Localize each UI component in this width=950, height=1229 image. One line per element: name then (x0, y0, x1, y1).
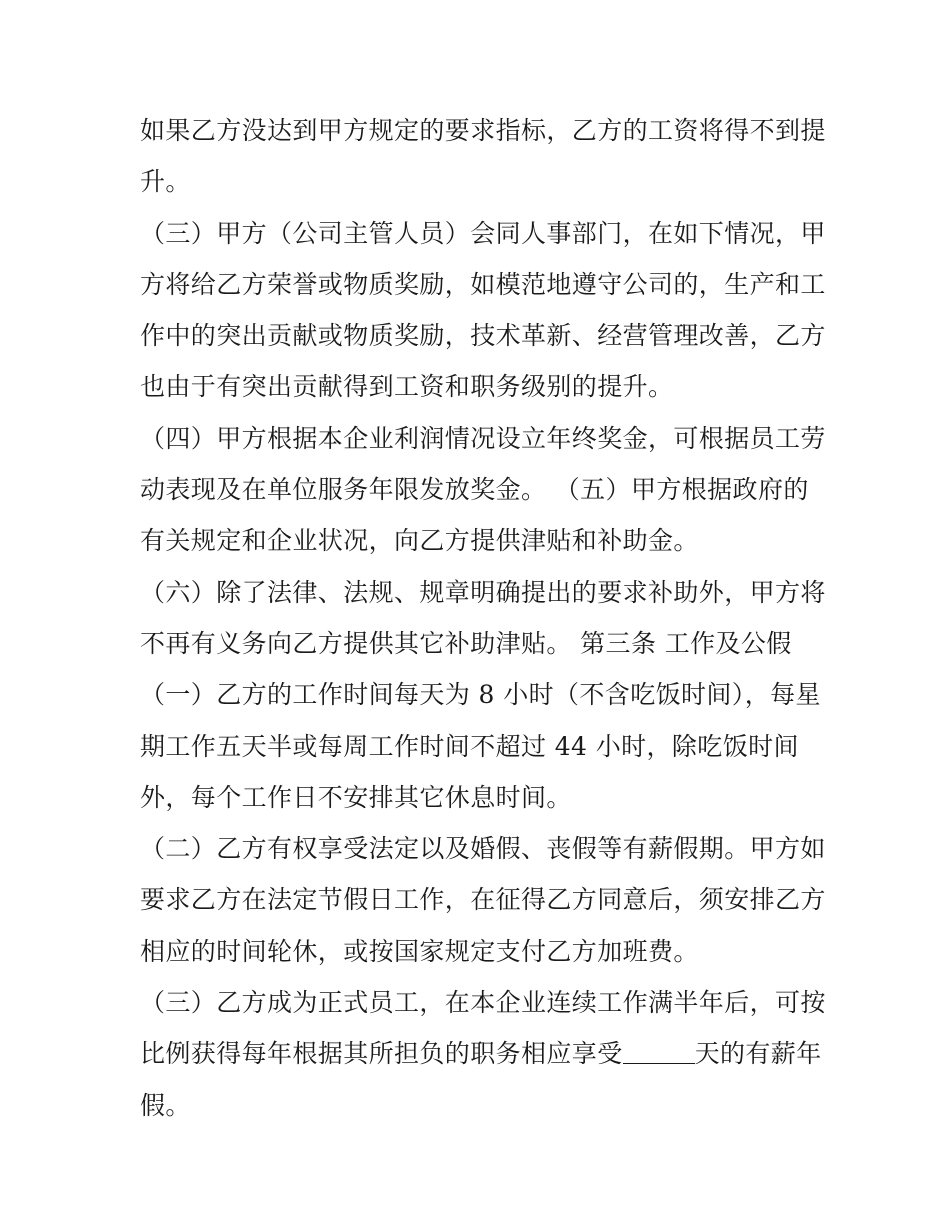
document-page (140, 105, 830, 1131)
text-line: 如果乙方没达到甲方规定的要求指标，乙方的工资将得不到提 (140, 116, 826, 145)
text-line: 升。 (140, 167, 191, 197)
text-line: （三）甲方（公司主管人员）会同人事部门，在如下情况，甲 (140, 218, 826, 248)
text-line: 方将给乙方荣誉或物质奖励，如模范地遵守公司的，生产和工 (140, 269, 826, 299)
text-line: 外，每个工作日不安排其它休息时间。 (140, 782, 572, 812)
text-line: 期工作五天半或每周工作时间不超过 44 小时，除吃饭时间 (140, 731, 799, 761)
text-line-with-blank (140, 1028, 830, 1079)
text-segment: 比例获得每年根据其所担负的职务相应享受 (140, 1039, 623, 1069)
text-line: 相应的时间轮休，或按国家规定支付乙方加班费。 (140, 936, 699, 966)
text-line: 不再有义务向乙方提供其它补助津贴。 第三条 工作及公假 (140, 628, 792, 658)
text-line: （四）甲方根据本企业利润情况设立年终奖金，可根据员工劳 (140, 423, 826, 453)
text-line: （二）乙方有权享受法定以及婚假、丧假等有薪假期。甲方如 (140, 834, 826, 864)
text-line: 也由于有突出贡献得到工资和职务级别的提升。 (140, 372, 674, 402)
text-segment: 天的有薪年 (694, 1039, 822, 1069)
text-line: 要求乙方在法定节假日工作，在征得乙方同意后，须安排乙方 (140, 885, 826, 915)
text-line: （六）除了法律、法规、规章明确提出的要求补助外，甲方将 (140, 577, 826, 607)
text-line: （一）乙方的工作时间每天为 8 小时（不含吃饭时间），每星 (140, 680, 821, 710)
text-line: （三）乙方成为正式员工，在本企业连续工作满半年后，可按 (140, 988, 826, 1018)
text-line: 作中的突出贡献或物质奖励，技术革新、经营管理改善，乙方 (140, 321, 826, 351)
text-line: 有关规定和企业状况，向乙方提供津贴和补助金。 (140, 526, 699, 556)
text-line: 动表现及在单位服务年限发放奖金。 （五）甲方根据政府的 (140, 475, 809, 505)
text-line: 假。 (140, 1090, 191, 1120)
fill-in-blank (623, 1039, 695, 1064)
